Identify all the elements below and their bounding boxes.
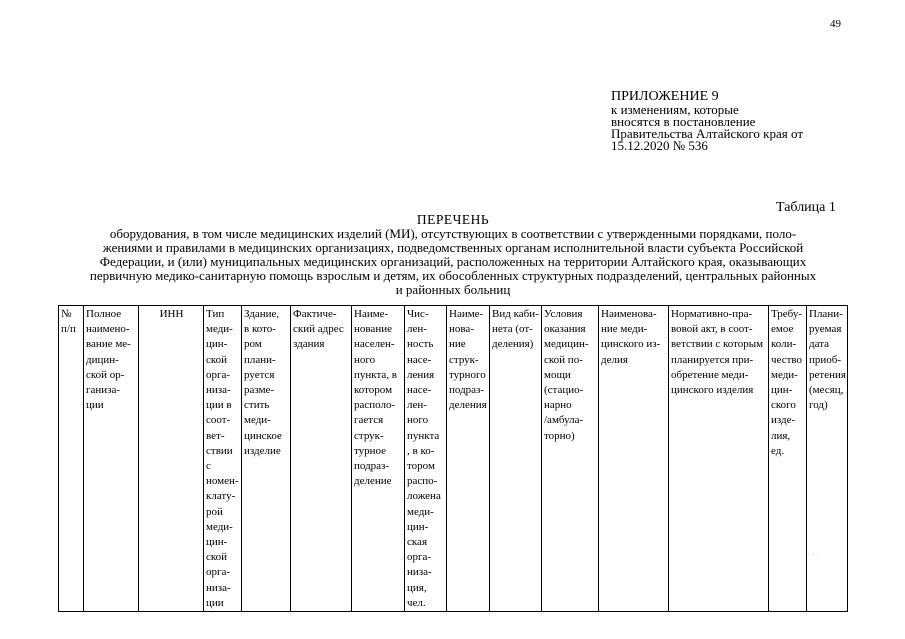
column-header-population: Чис- лен- ность насе- ления насе- лен- ного пункта , в ко- тором распо- ложена меди- цин- ская орга- низа- ция, чел. [405, 306, 447, 612]
column-header-number: № п/п [59, 306, 84, 612]
column-header-planned-date: Плани- руемая дата приоб- ретения (месяц, год) [807, 306, 848, 612]
appendix-line: вносятся в постановление [611, 114, 756, 129]
scan-speck: · · [812, 550, 820, 559]
document-heading [60, 213, 846, 297]
heading-line: жениями и правилами в медицинских организациях, подведомственных органам исполнительной власти субъекта Российской [102, 240, 804, 255]
heading-line: и районных больниц [395, 282, 511, 297]
appendix-title: ПРИЛОЖЕНИЕ 9 [611, 89, 719, 104]
equipment-table [58, 305, 848, 612]
column-header-cabinet-type: Вид каби- нета (от- деления) [490, 306, 542, 612]
heading-line: первичную медико-санитарную помощь взрослым и детям, их обособленных структурных подразделений, центральных районных [89, 268, 817, 283]
heading-line: Федерации, и (или) муниципальных медицинских организаций, расположенных на территории Алтайского края, оказывающих [99, 254, 807, 269]
column-header-organization-type: Тип меди- цин- ской орга- низа- ции в соот- вет- ствии с номен- клату- рой меди- цин- ской орга- низа- ции [204, 306, 242, 612]
column-header-building: Здание, в кото- ром плани- руется разме- стить меди- цинское изделие [242, 306, 291, 612]
column-header-address: Фактиче- ский адрес здания [291, 306, 352, 612]
heading-line: оборудования, в том числе медицинских изделий (МИ), отсутствующих в соответствии с утвержденными порядками, поло- [109, 226, 797, 241]
table-header-row [59, 306, 848, 612]
table-label: Таблица 1 [776, 200, 836, 215]
column-header-division: Наиме- нова- ние струк- турного подраз- деления [447, 306, 490, 612]
column-header-legal-act: Нормативно-пра- вовой акт, в соот- ветствии с которым планируется при- обретение меди- цинского изделия [669, 306, 769, 612]
column-header-inn: ИНН [139, 306, 204, 612]
column-header-device-name: Наименова- ние меди- цинского из- делия [599, 306, 669, 612]
column-header-settlement: Наиме- нование населен- ного пункта, в котором располо- гается струк- турное подраз- деление [352, 306, 405, 612]
column-header-organization-name: Полное наимено- вание ме- дицин- ской ор- ганиза- ции [84, 306, 139, 612]
document-title: ПЕРЕЧЕНЬ [416, 212, 490, 227]
page-number: 49 [830, 18, 841, 30]
appendix-line: к изменениям, которые [611, 102, 739, 117]
appendix-line: Правительства Алтайского края от [611, 126, 804, 141]
appendix-block [611, 90, 891, 152]
column-header-care-conditions: Условия оказания медицин- ской по- мощи (стацио- нарно /амбула- торно) [542, 306, 599, 612]
appendix-line: 15.12.2020 № 536 [611, 138, 708, 153]
column-header-quantity: Требу- емое коли- чество меди- цин- ского изде- лия, ед. [769, 306, 807, 612]
